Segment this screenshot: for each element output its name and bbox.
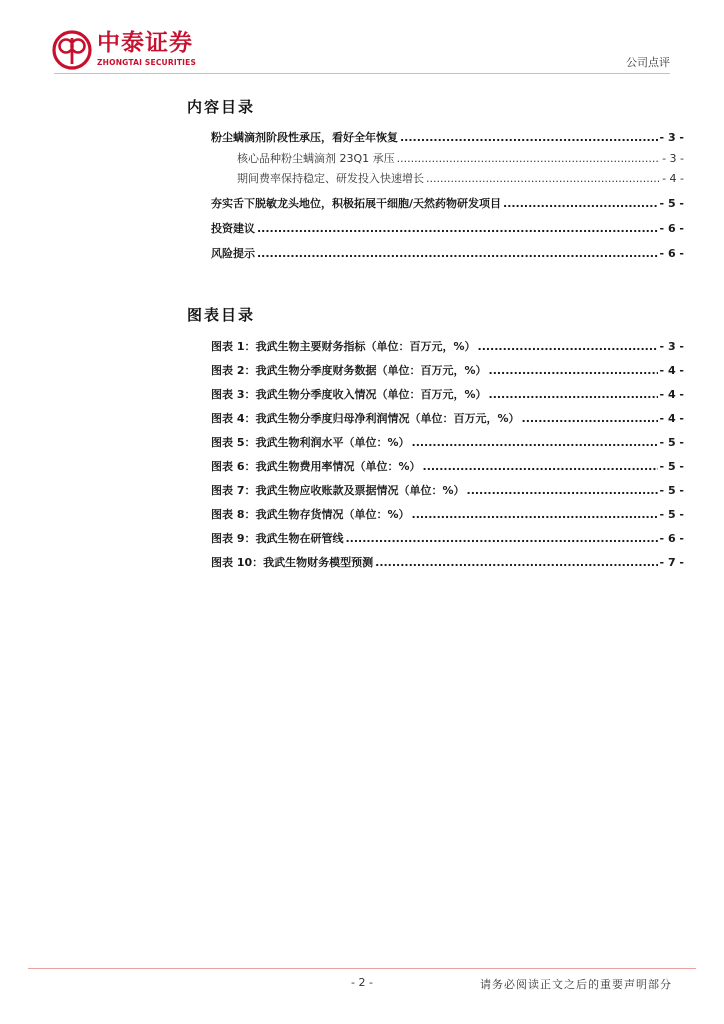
toc-subitem[interactable]: [211, 152, 684, 165]
figure-item-page: - 4 -: [659, 412, 684, 425]
toc-item-label: 风险提示: [211, 247, 255, 260]
figure-item-page: - 3 -: [659, 340, 684, 353]
page-header: [0, 0, 724, 80]
toc-item-page: - 4 -: [662, 172, 684, 185]
figure-item-label: 图表 4：我武生物分季度归母净利润情况（单位：百万元，%）: [211, 412, 520, 425]
toc-item[interactable]: [211, 247, 684, 260]
toc-item-label: 期间费率保持稳定、研发投入快速增长: [237, 172, 424, 185]
figure-item[interactable]: [211, 460, 684, 473]
dot-leader: [397, 152, 660, 165]
toc-item-page: - 5 -: [659, 197, 684, 210]
figure-item-page: - 5 -: [659, 436, 684, 449]
footer-disclaimer: 请务必阅读正文之后的重要声明部分: [480, 978, 672, 991]
toc-item-page: - 3 -: [659, 131, 684, 144]
figure-item-page: - 5 -: [659, 508, 684, 521]
footer-divider: [28, 968, 696, 969]
toc-item[interactable]: [211, 222, 684, 235]
dot-leader: [503, 197, 658, 210]
figure-item[interactable]: [211, 508, 684, 521]
figure-item-page: - 5 -: [659, 460, 684, 473]
dot-leader: [412, 436, 658, 449]
dot-leader: [478, 340, 658, 353]
toc-item-page: - 3 -: [662, 152, 684, 165]
toc-item[interactable]: [211, 131, 684, 144]
figure-item[interactable]: [211, 532, 684, 545]
figure-item[interactable]: [211, 436, 684, 449]
logo-text-en: ZHONGTAI SECURITIES: [97, 58, 197, 67]
figure-item[interactable]: [211, 556, 684, 569]
figure-item-label: 图表 3：我武生物分季度收入情况（单位：百万元，%）: [211, 388, 487, 401]
dot-leader: [412, 508, 658, 521]
dot-leader: [426, 172, 660, 185]
figure-item[interactable]: [211, 364, 684, 377]
figure-item-label: 图表 6：我武生物费用率情况（单位：%）: [211, 460, 421, 473]
figure-item[interactable]: [211, 340, 684, 353]
dot-leader: [489, 364, 658, 377]
dot-leader: [423, 460, 658, 473]
zhongtai-logo-icon: [52, 30, 92, 70]
figure-item-label: 图表 5：我武生物利润水平（单位：%）: [211, 436, 410, 449]
dot-leader: [257, 247, 658, 260]
figure-item-label: 图表 8：我武生物存货情况（单位：%）: [211, 508, 410, 521]
logo-text-cn: 中泰证券: [97, 30, 193, 56]
toc-item-label: 粉尘螨滴剂阶段性承压，看好全年恢复: [211, 131, 398, 144]
figure-item[interactable]: [211, 388, 684, 401]
figure-item-page: - 7 -: [659, 556, 684, 569]
figure-item-page: - 6 -: [659, 532, 684, 545]
footer-page-number: - 2 -: [351, 976, 373, 989]
dot-leader: [400, 131, 658, 144]
figure-item-label: 图表 7：我武生物应收账款及票据情况（单位：%）: [211, 484, 465, 497]
contents-title: 内容目录: [187, 98, 256, 116]
toc-item-label: 核心品种粉尘螨滴剂 23Q1 承压: [237, 152, 395, 165]
report-type-label: 公司点评: [626, 56, 670, 69]
dot-leader: [489, 388, 658, 401]
toc-item-label: 投资建议: [211, 222, 255, 235]
figure-item-page: - 5 -: [659, 484, 684, 497]
toc-item[interactable]: [211, 197, 684, 210]
figure-item[interactable]: [211, 412, 684, 425]
toc-item-label: 夯实舌下脱敏龙头地位，积极拓展干细胞/天然药物研发项目: [211, 197, 502, 210]
figures-list: [211, 340, 684, 569]
figures-title: 图表目录: [187, 306, 256, 324]
dot-leader: [345, 532, 657, 545]
contents-list: [211, 131, 684, 260]
dot-leader: [522, 412, 658, 425]
figure-item-label: 图表 1：我武生物主要财务指标（单位：百万元，%）: [211, 340, 476, 353]
dot-leader: [467, 484, 658, 497]
figure-item-label: 图表 9：我武生物在研管线: [211, 532, 344, 545]
toc-item-page: - 6 -: [659, 222, 684, 235]
dot-leader: [257, 222, 658, 235]
dot-leader: [375, 556, 657, 569]
header-divider: [54, 73, 670, 74]
figure-item-page: - 4 -: [659, 364, 684, 377]
toc-item-page: - 6 -: [659, 247, 684, 260]
figure-item-label: 图表 2：我武生物分季度财务数据（单位：百万元，%）: [211, 364, 487, 377]
figure-item-label: 图表 10：我武生物财务模型预测: [211, 556, 374, 569]
figure-item[interactable]: [211, 484, 684, 497]
figure-item-page: - 4 -: [659, 388, 684, 401]
toc-subitem[interactable]: [211, 172, 684, 185]
